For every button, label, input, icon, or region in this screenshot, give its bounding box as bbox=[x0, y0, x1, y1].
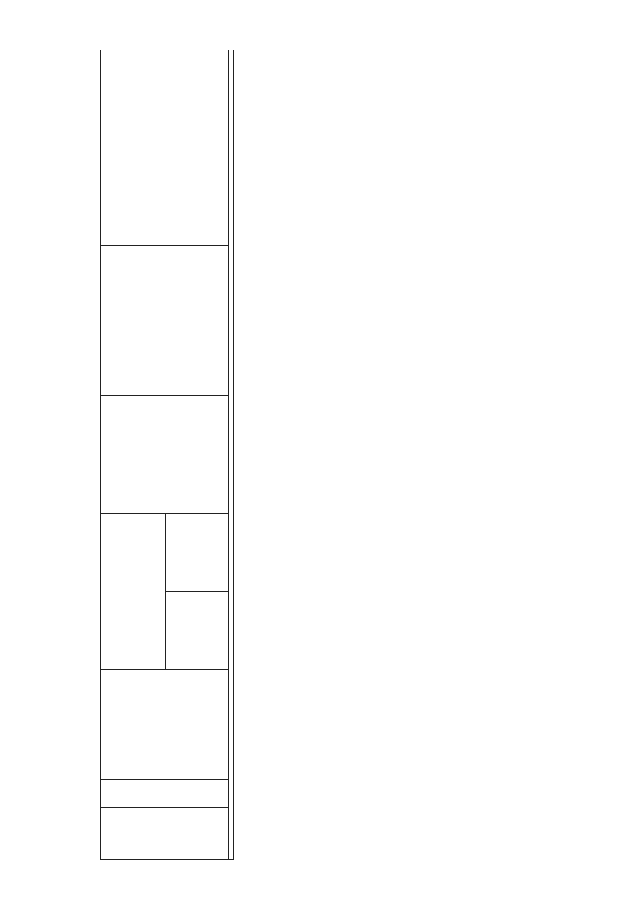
regulation-table-container bbox=[100, 50, 550, 860]
header-floors bbox=[101, 246, 229, 396]
header-percent bbox=[101, 396, 229, 514]
header-name bbox=[101, 670, 229, 780]
header-setback bbox=[101, 50, 229, 246]
header-num bbox=[101, 808, 229, 860]
section-title bbox=[229, 50, 234, 860]
header-code bbox=[101, 780, 229, 808]
header-max bbox=[166, 514, 229, 592]
header-row-1 bbox=[101, 50, 166, 860]
header-size-group bbox=[101, 514, 166, 670]
land-use-table bbox=[100, 50, 234, 860]
section-row bbox=[229, 50, 234, 860]
header-min bbox=[166, 592, 229, 670]
rotated-page-area bbox=[100, 50, 550, 860]
